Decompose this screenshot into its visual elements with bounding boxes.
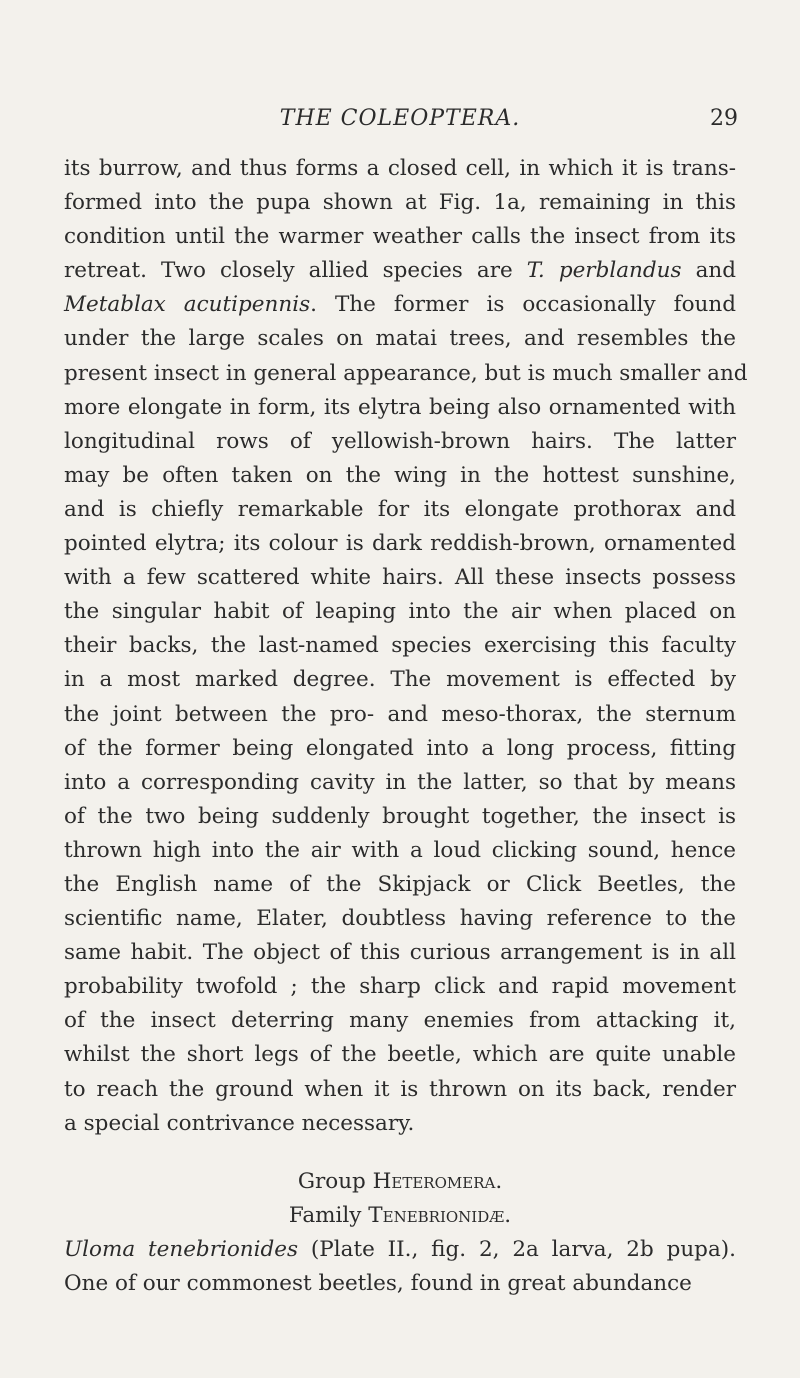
text-run: condition until the warmer weather calls the insect from its [64,224,736,250]
text-run: of the former being elongated into a long process, fitting [64,735,736,761]
text-run: pointed elytra; its colour is dark reddish-brown, ornamented [64,531,736,557]
species-name: Metablax acutipennis [64,292,311,318]
text-run: under the large scales on matai trees, and resembles the [64,326,736,352]
text-run: retreat. Two closely allied species are [64,258,527,284]
text-run: probability twofold ; the sharp click and rapid movement [64,974,736,1000]
text-run: longitudinal rows of yellowish-brown hairs. The latter [64,428,736,454]
species-name: Uloma tenebrionides [64,1236,299,1262]
text-run: formed into the pupa shown at Fig. 1a, remaining in this [64,190,736,216]
text-line [64,1004,736,1038]
page-header [0,106,800,138]
paragraph [64,152,748,1141]
text-line [64,1107,736,1141]
body-text [64,152,748,1301]
text-line [64,493,736,527]
text-run: and is chiefly remarkable for its elongate prothorax and [64,496,736,522]
group-name: Heteromera. [372,1168,503,1194]
text-run: the English name of the Skipjack or Click Beetles, the [64,871,736,897]
group-heading [64,1165,736,1199]
text-line [64,732,736,766]
text-line [64,834,736,868]
text-line [64,663,736,697]
text-line [64,902,736,936]
text-line [64,527,736,561]
text-line [64,152,736,186]
spacer [64,1141,736,1165]
text-line [64,698,736,732]
text-run: more elongate in form, its elytra being also ornamented with [64,394,736,420]
text-line [64,595,736,629]
text-run: . The former is occasionally found [310,292,736,318]
text-line [64,459,736,493]
text-run: the joint between the pro- and meso-thorax, the sternum [64,701,736,727]
text-line [64,357,748,391]
text-run: scientific name, Elater, doubtless having reference to the [64,906,736,932]
text-line [64,800,736,834]
family-prefix: Family [288,1202,369,1228]
running-title: THE COLEOPTERA. [279,106,521,131]
text-line [64,1038,736,1072]
text-run: same habit. The object of this curious arrangement is in all [64,940,736,966]
species-plate-ref: (Plate II., fig. 2, 2a larva, 2b pupa). [298,1236,736,1262]
text-run: into a corresponding cavity in the latter, so that by means [64,769,736,795]
text-line [64,561,736,595]
species-name: T. perblandus [526,258,682,284]
text-run: the singular habit of leaping into the air when placed on [64,599,736,625]
text-line [64,936,736,970]
text-run: may be often taken on the wing in the hottest sunshine, [64,462,736,488]
text-run: of the insect deterring many enemies from attacking it, [64,1008,736,1034]
text-line [64,322,736,356]
text-line [64,391,736,425]
text-run: thrown high into the air with a loud clicking sound, hence [64,837,736,863]
page-number: 29 [710,106,738,131]
text-run: and [681,258,737,284]
text-run: whilst the short legs of the beetle, which are quite unable [64,1042,736,1068]
family-heading [64,1199,736,1233]
text-run: a special contrivance necessary. [64,1110,415,1136]
text-line [64,220,736,254]
text-line [64,970,736,1004]
text-line [64,766,736,800]
group-prefix: Group [297,1168,373,1194]
text-run: of the two being suddenly brought together, the insect is [64,803,736,829]
text-line [64,186,736,220]
text-line [64,1073,736,1107]
text-run: present insect in general appearance, but is much smaller and [64,360,748,386]
text-line [64,288,736,322]
text-line: One of our commonest beetles, found in great abundance [64,1271,692,1296]
text-run: its burrow, and thus forms a closed cell, in which it is trans- [64,156,736,181]
text-run: their backs, the last-named species exercising this faculty [64,633,736,659]
species-line [64,1233,736,1267]
text-line [64,254,736,288]
text-run: in a most marked degree. The movement is effected by [64,667,736,693]
text-line [64,629,736,663]
text-run: to reach the ground when it is thrown on its back, render [64,1076,736,1102]
text-run: with a few scattered white hairs. All these insects possess [64,565,736,591]
text-line [64,425,736,459]
text-line [64,868,736,902]
family-name: Tenebrionidæ. [368,1202,512,1228]
